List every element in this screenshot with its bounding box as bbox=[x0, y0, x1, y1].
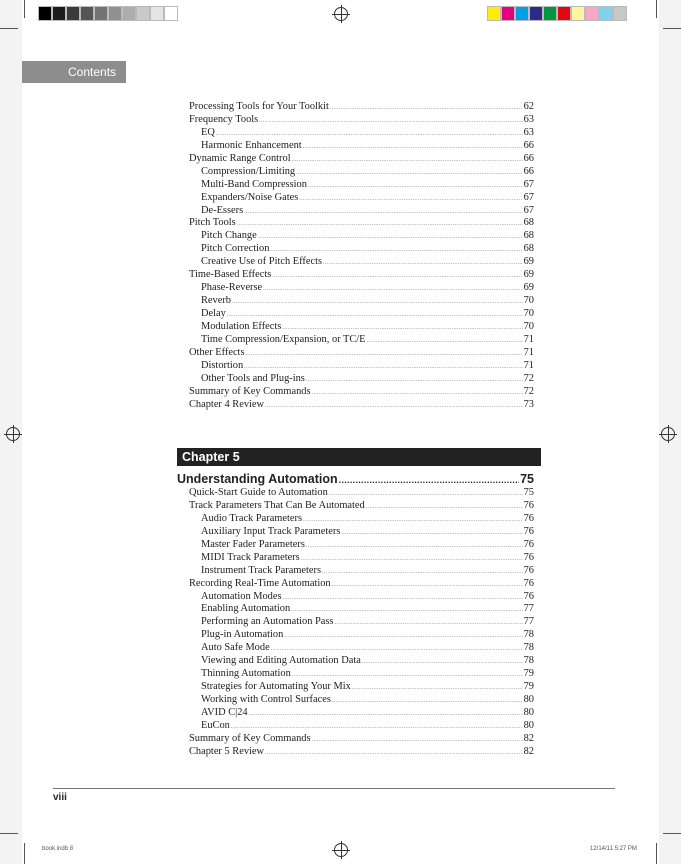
registration-mark-top-icon bbox=[334, 7, 348, 21]
crop-mark bbox=[656, 843, 657, 864]
toc-entry[interactable] bbox=[189, 360, 534, 373]
crop-mark bbox=[0, 833, 18, 834]
toc-entry-label: Chapter 4 Review bbox=[189, 398, 265, 410]
toc-entry-page: 66 bbox=[523, 152, 534, 164]
toc-entry-label: Creative Use of Pitch Effects bbox=[201, 256, 322, 268]
toc-entry[interactable] bbox=[189, 321, 534, 334]
chapter-title-row[interactable] bbox=[177, 472, 534, 486]
dot-leader bbox=[282, 321, 522, 335]
color-swatch bbox=[136, 6, 150, 21]
toc-entry-label: Frequency Tools bbox=[189, 113, 259, 125]
dot-leader bbox=[231, 720, 523, 734]
toc-entry-label: Distortion bbox=[201, 359, 244, 371]
toc-entry-label: Thinning Automation bbox=[201, 668, 291, 680]
toc-entry-label: Other Tools and Plug-ins bbox=[201, 372, 305, 384]
toc-entry-page: 66 bbox=[523, 139, 534, 151]
dot-leader bbox=[323, 256, 523, 270]
toc-entry[interactable] bbox=[189, 205, 534, 218]
dot-leader bbox=[265, 746, 523, 760]
registration-mark-right-icon bbox=[661, 427, 675, 441]
toc-entry[interactable] bbox=[189, 334, 534, 347]
toc-entry-page: 63 bbox=[523, 126, 534, 138]
toc-entry-page: 76 bbox=[523, 499, 534, 511]
toc-entry[interactable] bbox=[189, 347, 534, 360]
toc-entry[interactable] bbox=[189, 179, 534, 192]
color-swatch bbox=[501, 6, 515, 21]
toc-entry-label: Plug-in Automation bbox=[201, 629, 284, 641]
toc-entry-label: Track Parameters That Can Be Automated bbox=[189, 499, 365, 511]
toc-entry-page: 68 bbox=[523, 217, 534, 229]
toc-entry-label: Compression/Limiting bbox=[201, 165, 296, 177]
toc-entry-page: 82 bbox=[523, 732, 534, 744]
color-swatch bbox=[529, 6, 543, 21]
color-swatch bbox=[571, 6, 585, 21]
toc-entry-page: 72 bbox=[523, 385, 534, 397]
toc-entry-label: Reverb bbox=[201, 295, 232, 307]
toc-entry-label: Time Compression/Expansion, or TC/E bbox=[201, 333, 366, 345]
toc-entry[interactable] bbox=[189, 153, 534, 166]
toc-entry[interactable] bbox=[189, 140, 534, 153]
dot-leader bbox=[308, 179, 523, 193]
toc-entry[interactable] bbox=[189, 230, 534, 243]
dot-leader bbox=[312, 733, 523, 747]
toc-entry-label: Multi-Band Compression bbox=[201, 178, 307, 190]
toc-entry-label: Auto Safe Mode bbox=[201, 642, 270, 654]
color-swatch bbox=[599, 6, 613, 21]
dot-leader bbox=[352, 681, 523, 695]
dot-leader bbox=[258, 230, 523, 244]
toc-entry[interactable] bbox=[189, 707, 534, 720]
toc-entry-page: 76 bbox=[523, 538, 534, 550]
chapter-title: Understanding Automation bbox=[177, 472, 338, 486]
toc-entry-page: 67 bbox=[523, 204, 534, 216]
toc-entry-label: Pitch Change bbox=[201, 230, 257, 242]
color-swatch bbox=[38, 6, 52, 21]
dot-leader bbox=[265, 399, 523, 413]
dot-leader bbox=[216, 127, 523, 141]
toc-entry-label: Viewing and Editing Automation Data bbox=[201, 655, 361, 667]
dot-leader bbox=[303, 140, 523, 154]
toc-entry-page: 71 bbox=[523, 333, 534, 345]
toc-entry-page: 77 bbox=[523, 616, 534, 628]
toc-entry-label: Summary of Key Commands bbox=[189, 732, 311, 744]
registration-mark-bottom-icon bbox=[334, 843, 348, 857]
toc-entry[interactable] bbox=[189, 114, 534, 127]
dot-leader bbox=[259, 114, 522, 128]
toc-entry-label: Working with Control Surfaces bbox=[201, 694, 331, 705]
toc-entry-label: Other Effects bbox=[189, 346, 245, 358]
toc-entry[interactable] bbox=[189, 539, 534, 552]
toc-entry-label: AVID C|24 bbox=[201, 706, 248, 718]
dot-leader bbox=[329, 487, 523, 501]
dot-leader bbox=[312, 386, 523, 400]
toc-entry-label: De-Essers bbox=[201, 204, 244, 216]
color-swatch bbox=[52, 6, 66, 21]
color-swatch bbox=[543, 6, 557, 21]
color-swatch bbox=[164, 6, 178, 21]
toc-entry[interactable] bbox=[189, 578, 534, 591]
toc-entry[interactable] bbox=[189, 500, 534, 513]
dot-leader bbox=[322, 565, 523, 579]
toc-entry[interactable] bbox=[189, 269, 534, 282]
toc-entry-label: Expanders/Noise Gates bbox=[201, 191, 299, 203]
dot-leader bbox=[339, 472, 519, 486]
toc-entry-page: 76 bbox=[523, 551, 534, 563]
toc-entry-label: Harmonic Enhancement bbox=[201, 139, 302, 151]
toc-entry-label: Dynamic Range Control bbox=[189, 152, 291, 164]
color-swatch bbox=[585, 6, 599, 21]
toc-entry-page: 76 bbox=[523, 525, 534, 537]
toc-entry-label: Performing an Automation Pass bbox=[201, 616, 334, 628]
crop-mark bbox=[24, 0, 25, 18]
toc-entry-label: Enabling Automation bbox=[201, 603, 291, 615]
slug-left: book.indb 8 bbox=[42, 846, 74, 852]
toc-entry-label: Modulation Effects bbox=[201, 320, 282, 332]
toc-entry[interactable] bbox=[189, 282, 534, 295]
toc-entry-page: 67 bbox=[523, 191, 534, 203]
toc-entry-label: Pitch Correction bbox=[201, 243, 270, 255]
dot-leader bbox=[263, 282, 522, 296]
toc-entry-page: 76 bbox=[523, 564, 534, 576]
toc-entry-page: 82 bbox=[523, 745, 534, 757]
toc-entry-page: 67 bbox=[523, 178, 534, 190]
dot-leader bbox=[341, 526, 522, 540]
dot-leader bbox=[306, 539, 523, 553]
toc-entry[interactable] bbox=[189, 101, 534, 114]
toc-entry-page: 68 bbox=[523, 230, 534, 242]
dot-leader bbox=[301, 552, 523, 566]
toc-entry[interactable] bbox=[189, 746, 534, 759]
toc-entry-page: 76 bbox=[523, 577, 534, 589]
toc-entry[interactable] bbox=[189, 694, 534, 707]
page-folio: viii bbox=[53, 792, 67, 803]
dot-leader bbox=[332, 694, 523, 708]
toc-entry-page: 71 bbox=[523, 359, 534, 371]
dot-leader bbox=[283, 591, 523, 605]
contents-section-tab: Contents bbox=[22, 61, 126, 83]
dot-leader bbox=[306, 373, 523, 387]
color-swatch bbox=[557, 6, 571, 21]
crop-mark bbox=[663, 28, 681, 29]
toc-entry[interactable] bbox=[189, 616, 534, 629]
toc-entry-page: 78 bbox=[523, 642, 534, 654]
toc-entry-label: Processing Tools for Your Toolkit bbox=[189, 101, 329, 112]
color-swatch bbox=[66, 6, 80, 21]
crop-mark bbox=[0, 28, 18, 29]
toc-entry[interactable] bbox=[189, 565, 534, 578]
dot-leader bbox=[334, 616, 522, 630]
toc-entry[interactable] bbox=[189, 720, 534, 733]
toc-entry-label: Summary of Key Commands bbox=[189, 385, 311, 397]
dot-leader bbox=[246, 347, 523, 361]
toc-entry-page: 75 bbox=[523, 487, 534, 498]
color-swatch bbox=[94, 6, 108, 21]
toc-entry-label: Time-Based Effects bbox=[189, 269, 272, 281]
dot-leader bbox=[284, 629, 522, 643]
color-swatch bbox=[108, 6, 122, 21]
toc-entry[interactable] bbox=[189, 681, 534, 694]
toc-entry-page: 69 bbox=[523, 269, 534, 281]
dot-leader bbox=[244, 360, 522, 374]
toc-entry[interactable] bbox=[189, 552, 534, 565]
dot-leader bbox=[237, 217, 523, 231]
toc-entry[interactable] bbox=[189, 591, 534, 604]
toc-entry-label: Audio Track Parameters bbox=[201, 512, 303, 524]
crop-mark bbox=[656, 0, 657, 18]
toc-entry-page: 73 bbox=[523, 398, 534, 410]
toc-entry[interactable] bbox=[189, 655, 534, 668]
toc-entry[interactable] bbox=[189, 642, 534, 655]
toc-entry[interactable] bbox=[189, 399, 534, 412]
toc-entry-label: Recording Real-Time Automation bbox=[189, 577, 331, 589]
dot-leader bbox=[292, 153, 523, 167]
toc-entry-label: Auxiliary Input Track Parameters bbox=[201, 525, 341, 537]
toc-entry-page: 69 bbox=[523, 282, 534, 294]
toc-entry[interactable] bbox=[189, 166, 534, 179]
toc-entry-label: Pitch Tools bbox=[189, 217, 236, 229]
dot-leader bbox=[270, 243, 522, 257]
toc-entry-label: EuCon bbox=[201, 719, 230, 731]
toc-entry[interactable] bbox=[189, 733, 534, 746]
toc-entry-page: 80 bbox=[523, 694, 534, 705]
toc-entry[interactable] bbox=[189, 308, 534, 321]
chapter-heading-bar: Chapter 5 bbox=[177, 448, 541, 466]
toc-entry-page: 76 bbox=[523, 590, 534, 602]
slug-right: 12/14/11 5:27 PM bbox=[590, 846, 637, 852]
toc-entry[interactable] bbox=[189, 295, 534, 308]
crop-mark bbox=[663, 833, 681, 834]
toc-entry-page: 78 bbox=[523, 629, 534, 641]
toc-entry-page: 80 bbox=[523, 719, 534, 731]
dot-leader bbox=[272, 269, 522, 283]
dot-leader bbox=[291, 603, 522, 617]
dot-leader bbox=[244, 205, 522, 219]
toc-entry[interactable] bbox=[189, 243, 534, 256]
toc-entry[interactable] bbox=[189, 487, 534, 500]
toc-entry-label: Instrument Track Parameters bbox=[201, 564, 322, 576]
toc-entry-page: 70 bbox=[523, 295, 534, 307]
dot-leader bbox=[330, 101, 523, 115]
toc-entry[interactable] bbox=[189, 629, 534, 642]
footer-rule bbox=[53, 788, 615, 789]
dot-leader bbox=[296, 166, 523, 180]
color-swatch bbox=[80, 6, 94, 21]
toc-list-chapter-4 bbox=[189, 101, 534, 412]
toc-entry-page: 77 bbox=[523, 603, 534, 615]
toc-entry-page: 68 bbox=[523, 243, 534, 255]
toc-entry-label: MIDI Track Parameters bbox=[201, 551, 300, 563]
dot-leader bbox=[271, 642, 523, 656]
toc-entry-label: Strategies for Automating Your Mix bbox=[201, 681, 351, 693]
toc-entry-label: Master Fader Parameters bbox=[201, 538, 305, 550]
toc-entry-page: 63 bbox=[523, 113, 534, 125]
toc-entry-page: 78 bbox=[523, 655, 534, 667]
toc-entry-page: 80 bbox=[523, 706, 534, 718]
toc-entry-page: 76 bbox=[523, 512, 534, 524]
toc-entry[interactable] bbox=[189, 603, 534, 616]
color-swatch bbox=[150, 6, 164, 21]
toc-entry[interactable] bbox=[189, 668, 534, 681]
color-swatch bbox=[487, 6, 501, 21]
toc-entry-label: Quick-Start Guide to Automation bbox=[189, 487, 328, 498]
color-swatch bbox=[515, 6, 529, 21]
toc-entry-label: Chapter 5 Review bbox=[189, 745, 265, 757]
toc-entry-page: 70 bbox=[523, 320, 534, 332]
dot-leader bbox=[227, 308, 523, 322]
toc-entry[interactable] bbox=[189, 256, 534, 269]
dot-leader bbox=[292, 668, 523, 682]
toc-entry-label: Phase-Reverse bbox=[201, 282, 263, 294]
dot-leader bbox=[249, 707, 523, 721]
toc-entry[interactable] bbox=[189, 217, 534, 230]
dot-leader bbox=[362, 655, 523, 669]
color-swatch bbox=[613, 6, 627, 21]
registration-mark-left-icon bbox=[6, 427, 20, 441]
toc-entry[interactable] bbox=[189, 373, 534, 386]
toc-entry-page: 62 bbox=[523, 101, 534, 112]
process-color-bar bbox=[487, 6, 627, 21]
toc-entry[interactable] bbox=[189, 127, 534, 140]
chapter-page-number: 75 bbox=[520, 472, 534, 486]
dot-leader bbox=[232, 295, 523, 309]
toc-entry[interactable] bbox=[189, 192, 534, 205]
toc-entry-page: 79 bbox=[523, 681, 534, 693]
toc-entry-label: Automation Modes bbox=[201, 590, 282, 602]
dot-leader bbox=[332, 578, 523, 592]
dot-leader bbox=[367, 334, 523, 348]
toc-entry[interactable] bbox=[189, 513, 534, 526]
dot-leader bbox=[366, 500, 523, 514]
toc-entry-page: 69 bbox=[523, 256, 534, 268]
dot-leader bbox=[303, 513, 523, 527]
toc-entry[interactable] bbox=[189, 526, 534, 539]
toc-entry-page: 72 bbox=[523, 372, 534, 384]
toc-entry-page: 79 bbox=[523, 668, 534, 680]
gray-color-bar bbox=[38, 6, 178, 21]
color-swatch bbox=[122, 6, 136, 21]
toc-entry[interactable] bbox=[189, 386, 534, 399]
toc-list-chapter-5 bbox=[189, 487, 534, 759]
toc-entry-page: 66 bbox=[523, 165, 534, 177]
toc-entry-page: 71 bbox=[523, 346, 534, 358]
crop-mark bbox=[24, 843, 25, 864]
toc-entry-label: EQ bbox=[201, 126, 215, 138]
dot-leader bbox=[299, 192, 522, 206]
toc-entry-label: Delay bbox=[201, 308, 226, 319]
toc-entry-page: 70 bbox=[523, 308, 534, 319]
